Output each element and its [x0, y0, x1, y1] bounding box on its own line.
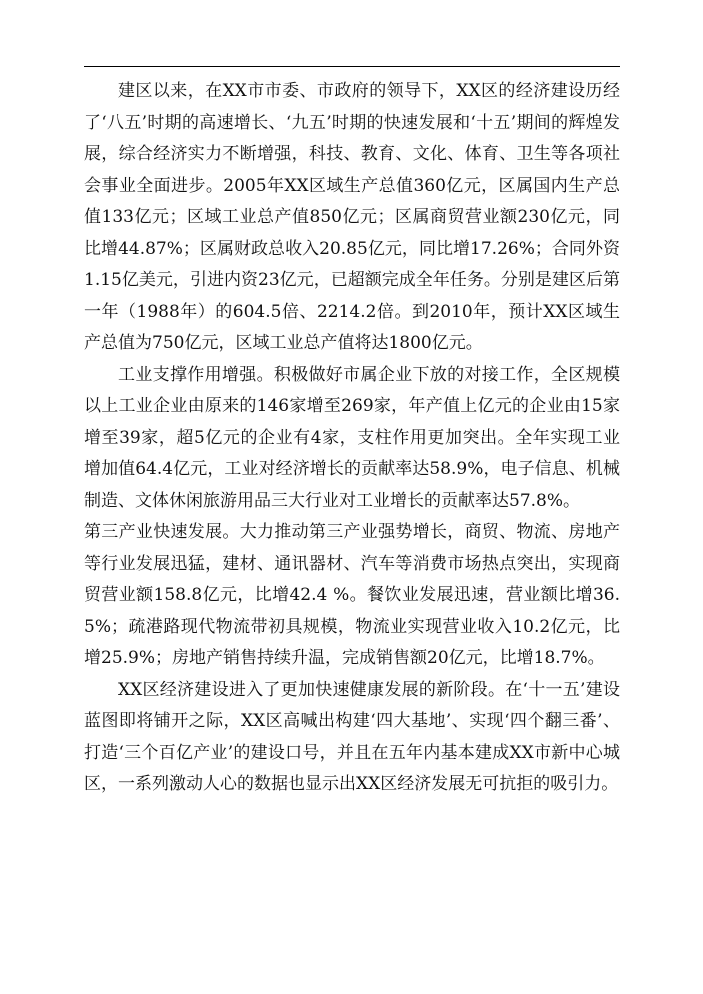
paragraph-new-stage: XX区经济建设进入了更加快速健康发展的新阶段。在‘十一五’建设蓝图即将铺开之际，XX区高喊出构建‘四大基地’、实现‘四个翻三番’、打造‘三个百亿产业’的建设口号，并且在五年内基本建成XX市新中心城区，一系列激动人心的数据也显示出XX区经济发展无可抗拒的吸引力。: [84, 679, 620, 794]
document-body: [84, 76, 620, 801]
paragraph-overview: 建区以来，在XX市市委、市政府的领导下，XX区的经济建设历经了‘八五’时期的高速增长、‘九五’时期的快速发展和‘十五’期间的辉煌发展，综合经济实力不断增强，科技、教育、文化、体育、卫生等各项社会事业全面进步。2005年XX区域生产总值360亿元，区属国内生产总值133亿元；区域工业总产值850亿元；区属商贸营业额230亿元，同比增44.87%；区属财政总收入20.85亿元，同比增17.26%；合同外资1.15亿美元，引进内资23亿元，已超额完成全年任务。分别是建区后第一年（1988年）的604.5倍、2214.2倍。到2010年，预计XX区域生产总值为750亿元，区域工业总产值将达1800亿元。: [84, 81, 620, 353]
header-rule: [84, 66, 620, 67]
paragraph-industry: 工业支撑作用增强。积极做好市属企业下放的对接工作，全区规模以上工业企业由原来的146家增至269家，年产值上亿元的企业由15家增至39家，超5亿元的企业有4家，支柱作用更加突出。全年实现工业增加值64.4亿元，工业对经济增长的贡献率达58.9%，电子信息、机械制造、文体休闲旅游用品三大行业对工业增长的贡献率达57.8%。: [84, 364, 620, 511]
paragraph-tertiary-industry: 第三产业快速发展。大力推动第三产业强势增长，商贸、物流、房地产等行业发展迅猛，建材、通讯器材、汽车等消费市场热点突出，实现商贸营业额158.8亿元，比增42.4 %。餐饮业发展迅速，营业额比增36.5%；疏港路现代物流带初具规模，物流业实现营业收入10.2亿元，比增25.9%；房地产销售持续升温，完成销售额20亿元，比增18.7%。: [84, 522, 620, 668]
